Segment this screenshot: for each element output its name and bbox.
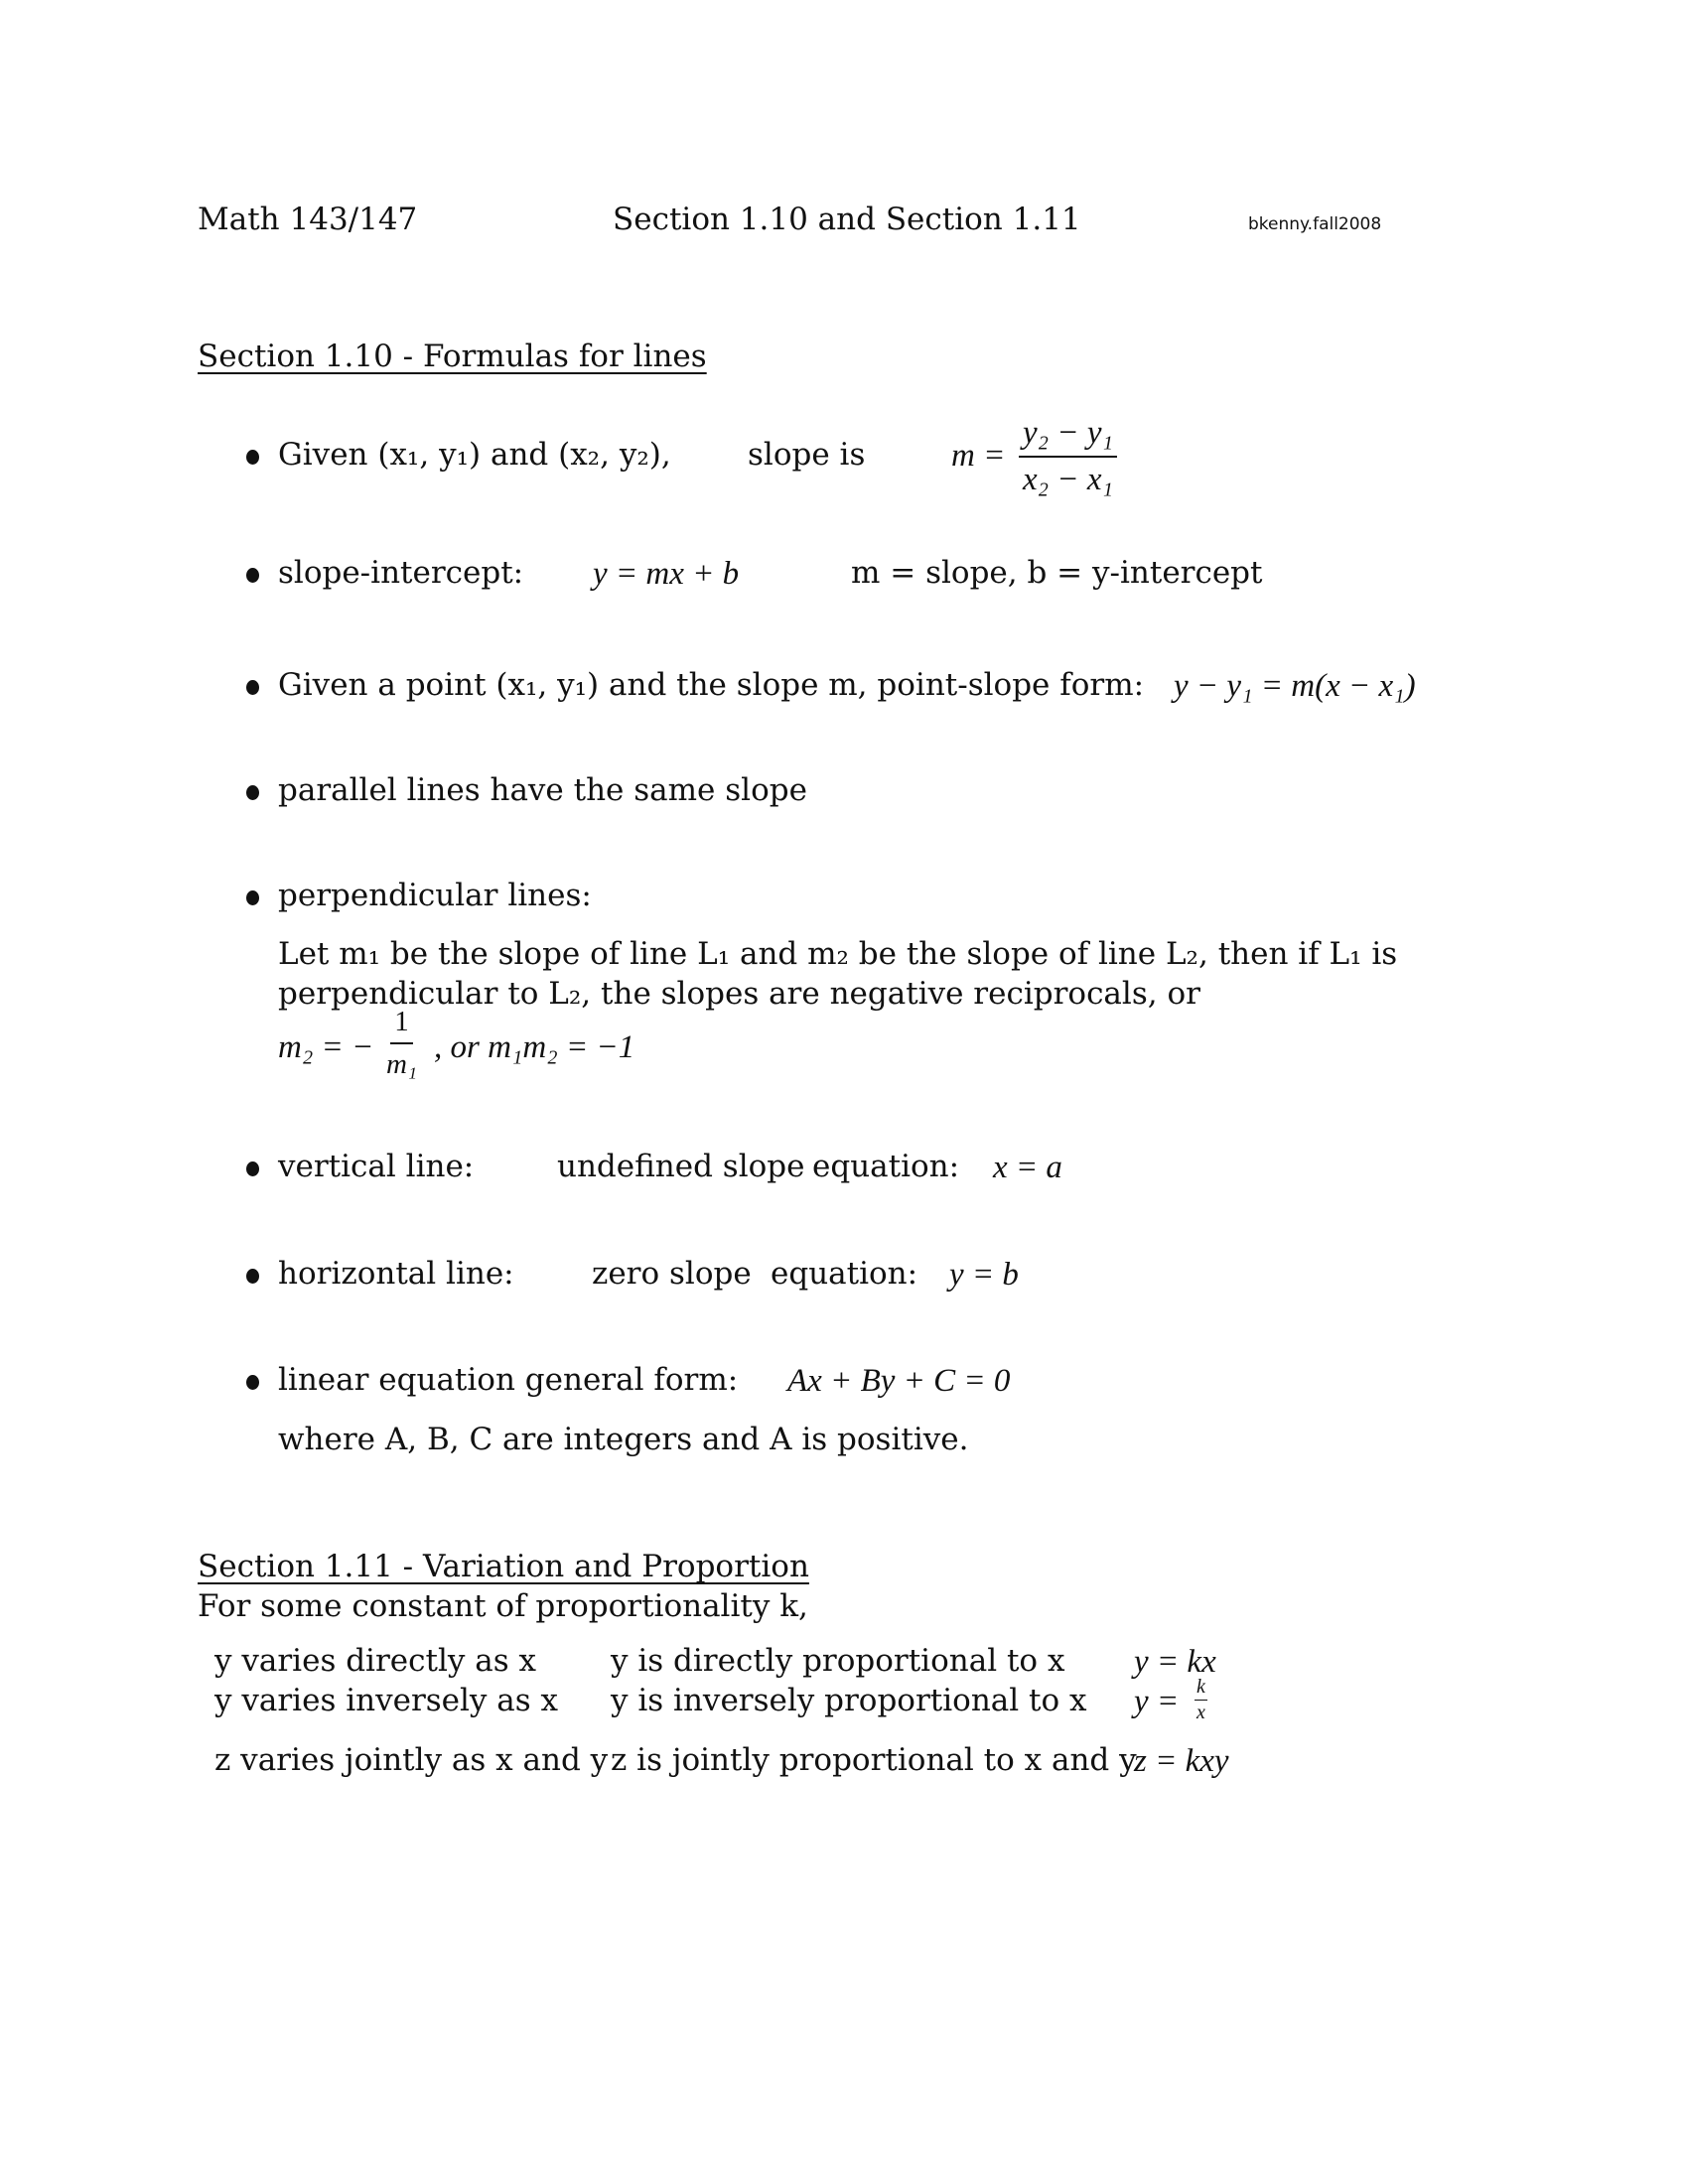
cell-proportional: y is inversely proportional to x: [611, 1683, 1087, 1718]
item-label: vertical line:: [278, 1149, 475, 1184]
item-formula: y = mx + b: [593, 556, 740, 592]
item-label: perpendicular lines:: [278, 878, 592, 913]
course-label: Math 143/147: [198, 202, 418, 237]
formula-lhs: m =: [951, 438, 1006, 474]
cell-varies: y varies inversely as x: [214, 1683, 559, 1718]
bullet-icon: [246, 1161, 259, 1176]
item-label: horizontal line:: [278, 1256, 514, 1292]
item-formula: y − y₁ = m(x − x₁): [1174, 668, 1416, 704]
item-label: Given (x₁, y₁) and (x₂, y₂),: [278, 437, 671, 473]
cell-varies: z varies jointly as x and y: [214, 1742, 609, 1778]
item-slope: undefined slope: [557, 1149, 805, 1184]
author-tag: bkenny.fall2008: [1248, 214, 1382, 234]
cell-formula-lhs: y =: [1134, 1684, 1180, 1719]
formula-lhs: m₂ = −: [278, 1029, 374, 1065]
bullet-icon: [246, 568, 259, 583]
bullet-icon: [246, 785, 259, 800]
slope-fraction: [1019, 415, 1117, 498]
cell-varies: y varies directly as x: [214, 1643, 536, 1679]
item-label: linear equation general form:: [278, 1362, 739, 1398]
bullet-icon: [246, 1269, 259, 1284]
item-label: Given a point (x₁, y₁) and the slope m, point-slope form:: [278, 667, 1145, 703]
section-111-intro: For some constant of proportionality k,: [198, 1588, 808, 1624]
bullet-icon: [246, 890, 259, 905]
fraction-numerator: 1: [390, 1006, 413, 1044]
item-text-line-1: Let m₁ be the slope of line L₁ and m₂ be the slope of line L₂, then if L₁ is: [278, 936, 1398, 972]
section-111-heading: Section 1.11 - Variation and Proportion: [198, 1549, 809, 1584]
item-note: m = slope, b = y-intercept: [851, 555, 1263, 591]
page-title: Section 1.10 and Section 1.11: [613, 202, 1081, 237]
cell-formula: y = kx: [1134, 1644, 1216, 1680]
fraction-numerator: y₂ − y₁: [1019, 415, 1117, 458]
fraction-denominator: m₁: [386, 1048, 418, 1080]
section-110-heading: Section 1.10 - Formulas for lines: [198, 339, 707, 374]
item-formula: x = a: [993, 1150, 1062, 1185]
inverse-fraction: [1195, 1676, 1207, 1724]
fraction-numerator: k: [1195, 1676, 1207, 1701]
item-label: slope-intercept:: [278, 555, 524, 591]
item-formula: Ax + By + C = 0: [787, 1363, 1011, 1399]
item-text-line-2: perpendicular to L₂, the slopes are negative reciprocals, or: [278, 976, 1200, 1012]
bullet-icon: [246, 680, 259, 695]
item-eq-label: equation:: [771, 1256, 918, 1292]
cell-proportional: z is jointly proportional to x and y: [611, 1742, 1137, 1778]
item-note: where A, B, C are integers and A is positive.: [278, 1422, 969, 1457]
bullet-icon: [246, 1375, 259, 1390]
cell-formula: z = kxy: [1134, 1743, 1229, 1779]
item-middle: slope is: [748, 437, 866, 473]
item-formula: y = b: [949, 1257, 1019, 1293]
formula-rest: , or m₁m₂ = −1: [434, 1029, 635, 1065]
item-eq-label: equation:: [812, 1149, 960, 1184]
cell-proportional: y is directly proportional to x: [611, 1643, 1065, 1679]
item-label: parallel lines have the same slope: [278, 772, 807, 808]
fraction-denominator: x₂ − x₁: [1023, 462, 1114, 497]
reciprocal-fraction: [382, 1006, 421, 1081]
item-slope: zero slope: [592, 1256, 752, 1292]
fraction-denominator: x: [1196, 1702, 1205, 1723]
bullet-icon: [246, 450, 259, 465]
